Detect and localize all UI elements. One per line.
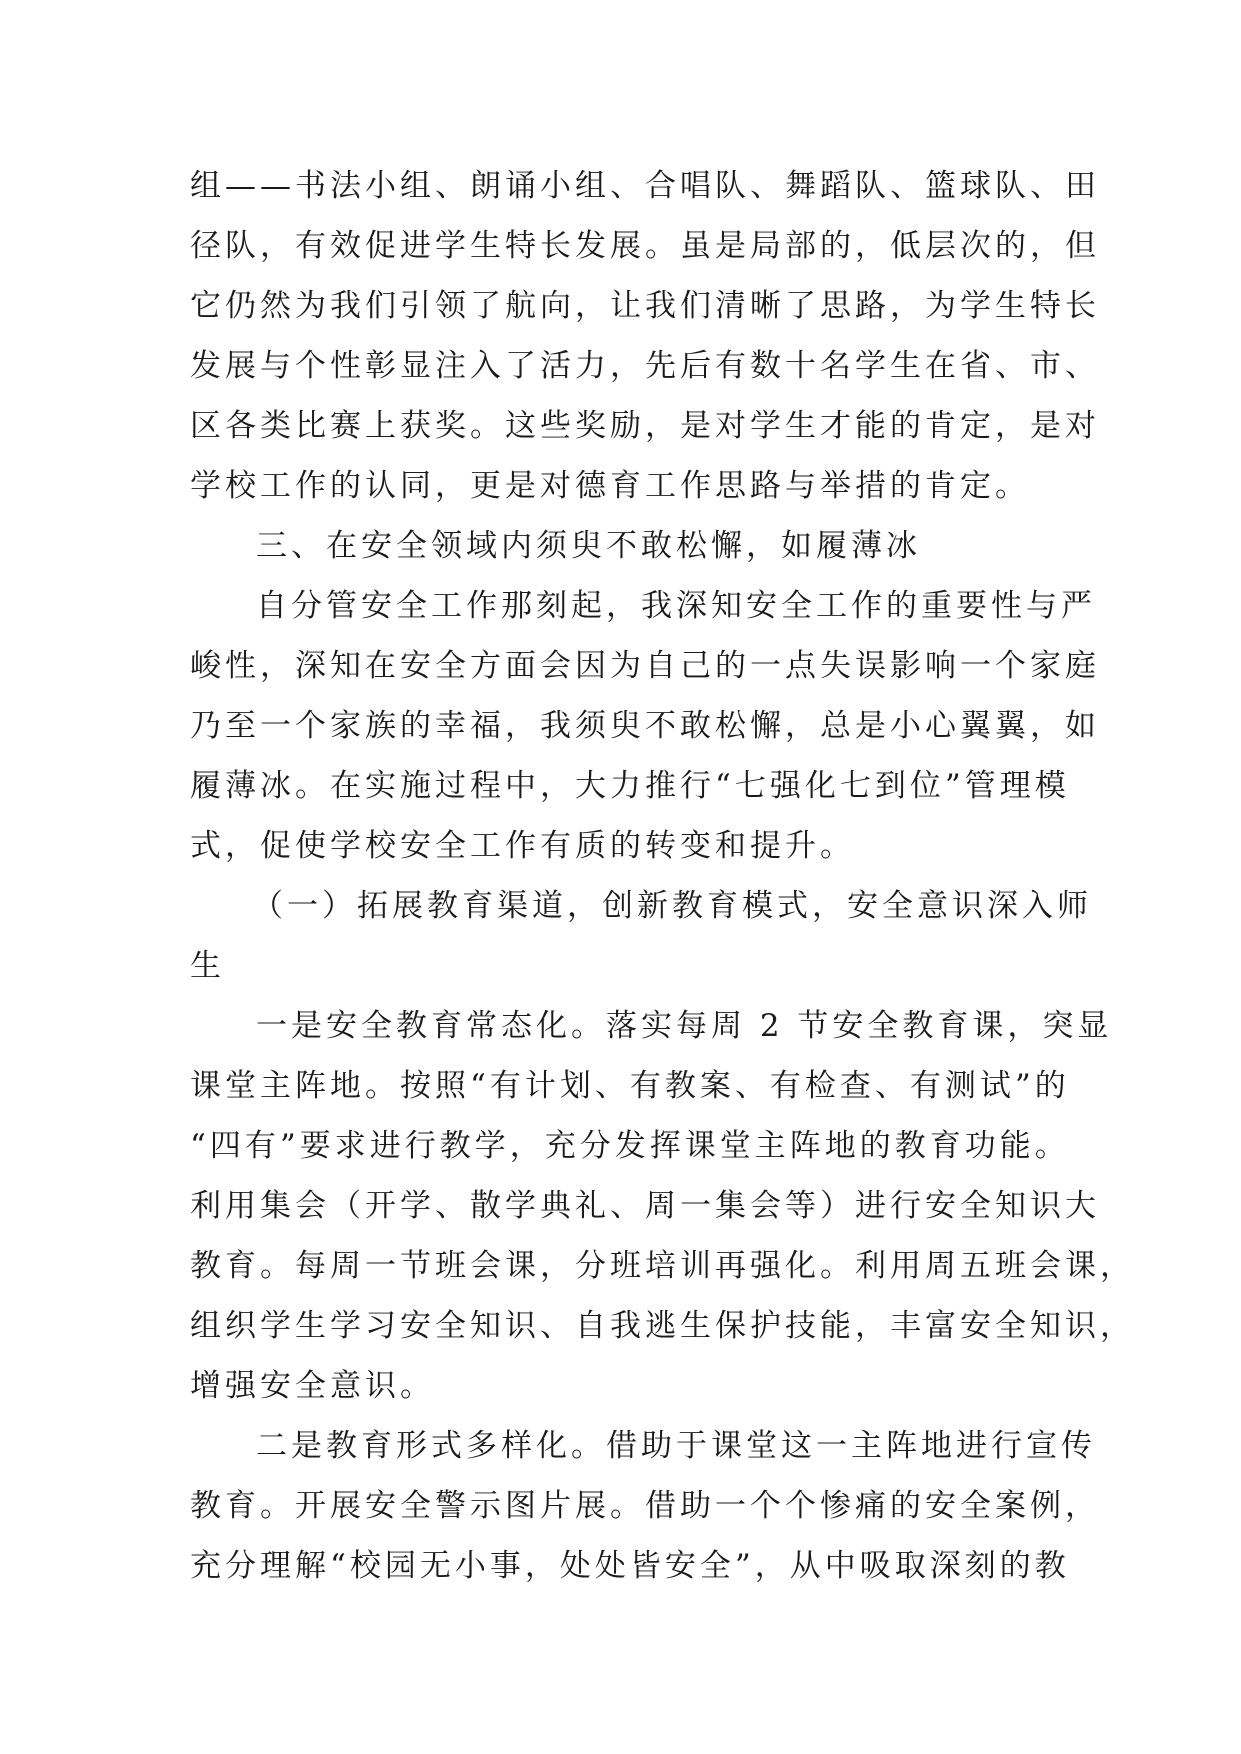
text-line: “四有”要求进行教学，充分发挥课堂主阵地的教育功能。 xyxy=(190,1128,1070,1164)
text-line: 组——书法小组、朗诵小组、合唱队、舞蹈队、篮球队、田 xyxy=(190,168,1100,204)
text-line: 增强安全意识。 xyxy=(190,1368,435,1404)
text-line: 峻性，深知在安全方面会因为自己的一点失误影响一个家庭 xyxy=(190,648,1100,684)
text-line: 履薄冰。在实施过程中，大力推行“七强化七到位”管理模 xyxy=(190,768,1070,804)
text-line: 学校工作的认同，更是对德育工作思路与举措的肯定。 xyxy=(190,468,1030,504)
text-line: 乃至一个家族的幸福，我须臾不敢松懈，总是小心翼翼，如 xyxy=(190,708,1100,744)
text-line: 式，促使学校安全工作有质的转变和提升。 xyxy=(190,828,855,864)
subsection-heading: （一）拓展教育渠道，创新教育模式，安全意识深入师 xyxy=(252,888,1092,924)
text-line: 一是安全教育常态化。落实每周 2 节安全教育课，突显 xyxy=(256,1008,1113,1044)
text-line: 教育。每周一节班会课，分班培训再强化。利用周五班会课， xyxy=(190,1248,1135,1284)
text-line: 利用集会（开学、散学典礼、周一集会等）进行安全知识大 xyxy=(190,1188,1100,1224)
text-line: 教育。开展安全警示图片展。借助一个个惨痛的安全案例， xyxy=(190,1488,1100,1524)
text-line: 充分理解“校园无小事，处处皆安全”，从中吸取深刻的教 xyxy=(190,1548,1070,1584)
subsection-heading-continued: 生 xyxy=(190,948,225,984)
text-line: 发展与个性彰显注入了活力，先后有数十名学生在省、市、 xyxy=(190,348,1100,384)
text-line: 二是教育形式多样化。借助于课堂这一主阵地进行宣传 xyxy=(256,1428,1096,1464)
text-line: 课堂主阵地。按照“有计划、有教案、有检查、有测试”的 xyxy=(190,1068,1070,1104)
text-line: 径队，有效促进学生特长发展。虽是局部的，低层次的，但 xyxy=(190,228,1100,264)
text-line: 自分管安全工作那刻起，我深知安全工作的重要性与严 xyxy=(256,588,1096,624)
text-line: 它仍然为我们引领了航向，让我们清晰了思路，为学生特长 xyxy=(190,288,1100,324)
section-heading: 三、在安全领域内须臾不敢松懈，如履薄冰 xyxy=(256,528,921,564)
text-line: 组织学生学习安全知识、自我逃生保护技能，丰富安全知识， xyxy=(190,1308,1135,1344)
document-body xyxy=(190,156,1135,1596)
text-line: 区各类比赛上获奖。这些奖励，是对学生才能的肯定，是对 xyxy=(190,408,1100,444)
